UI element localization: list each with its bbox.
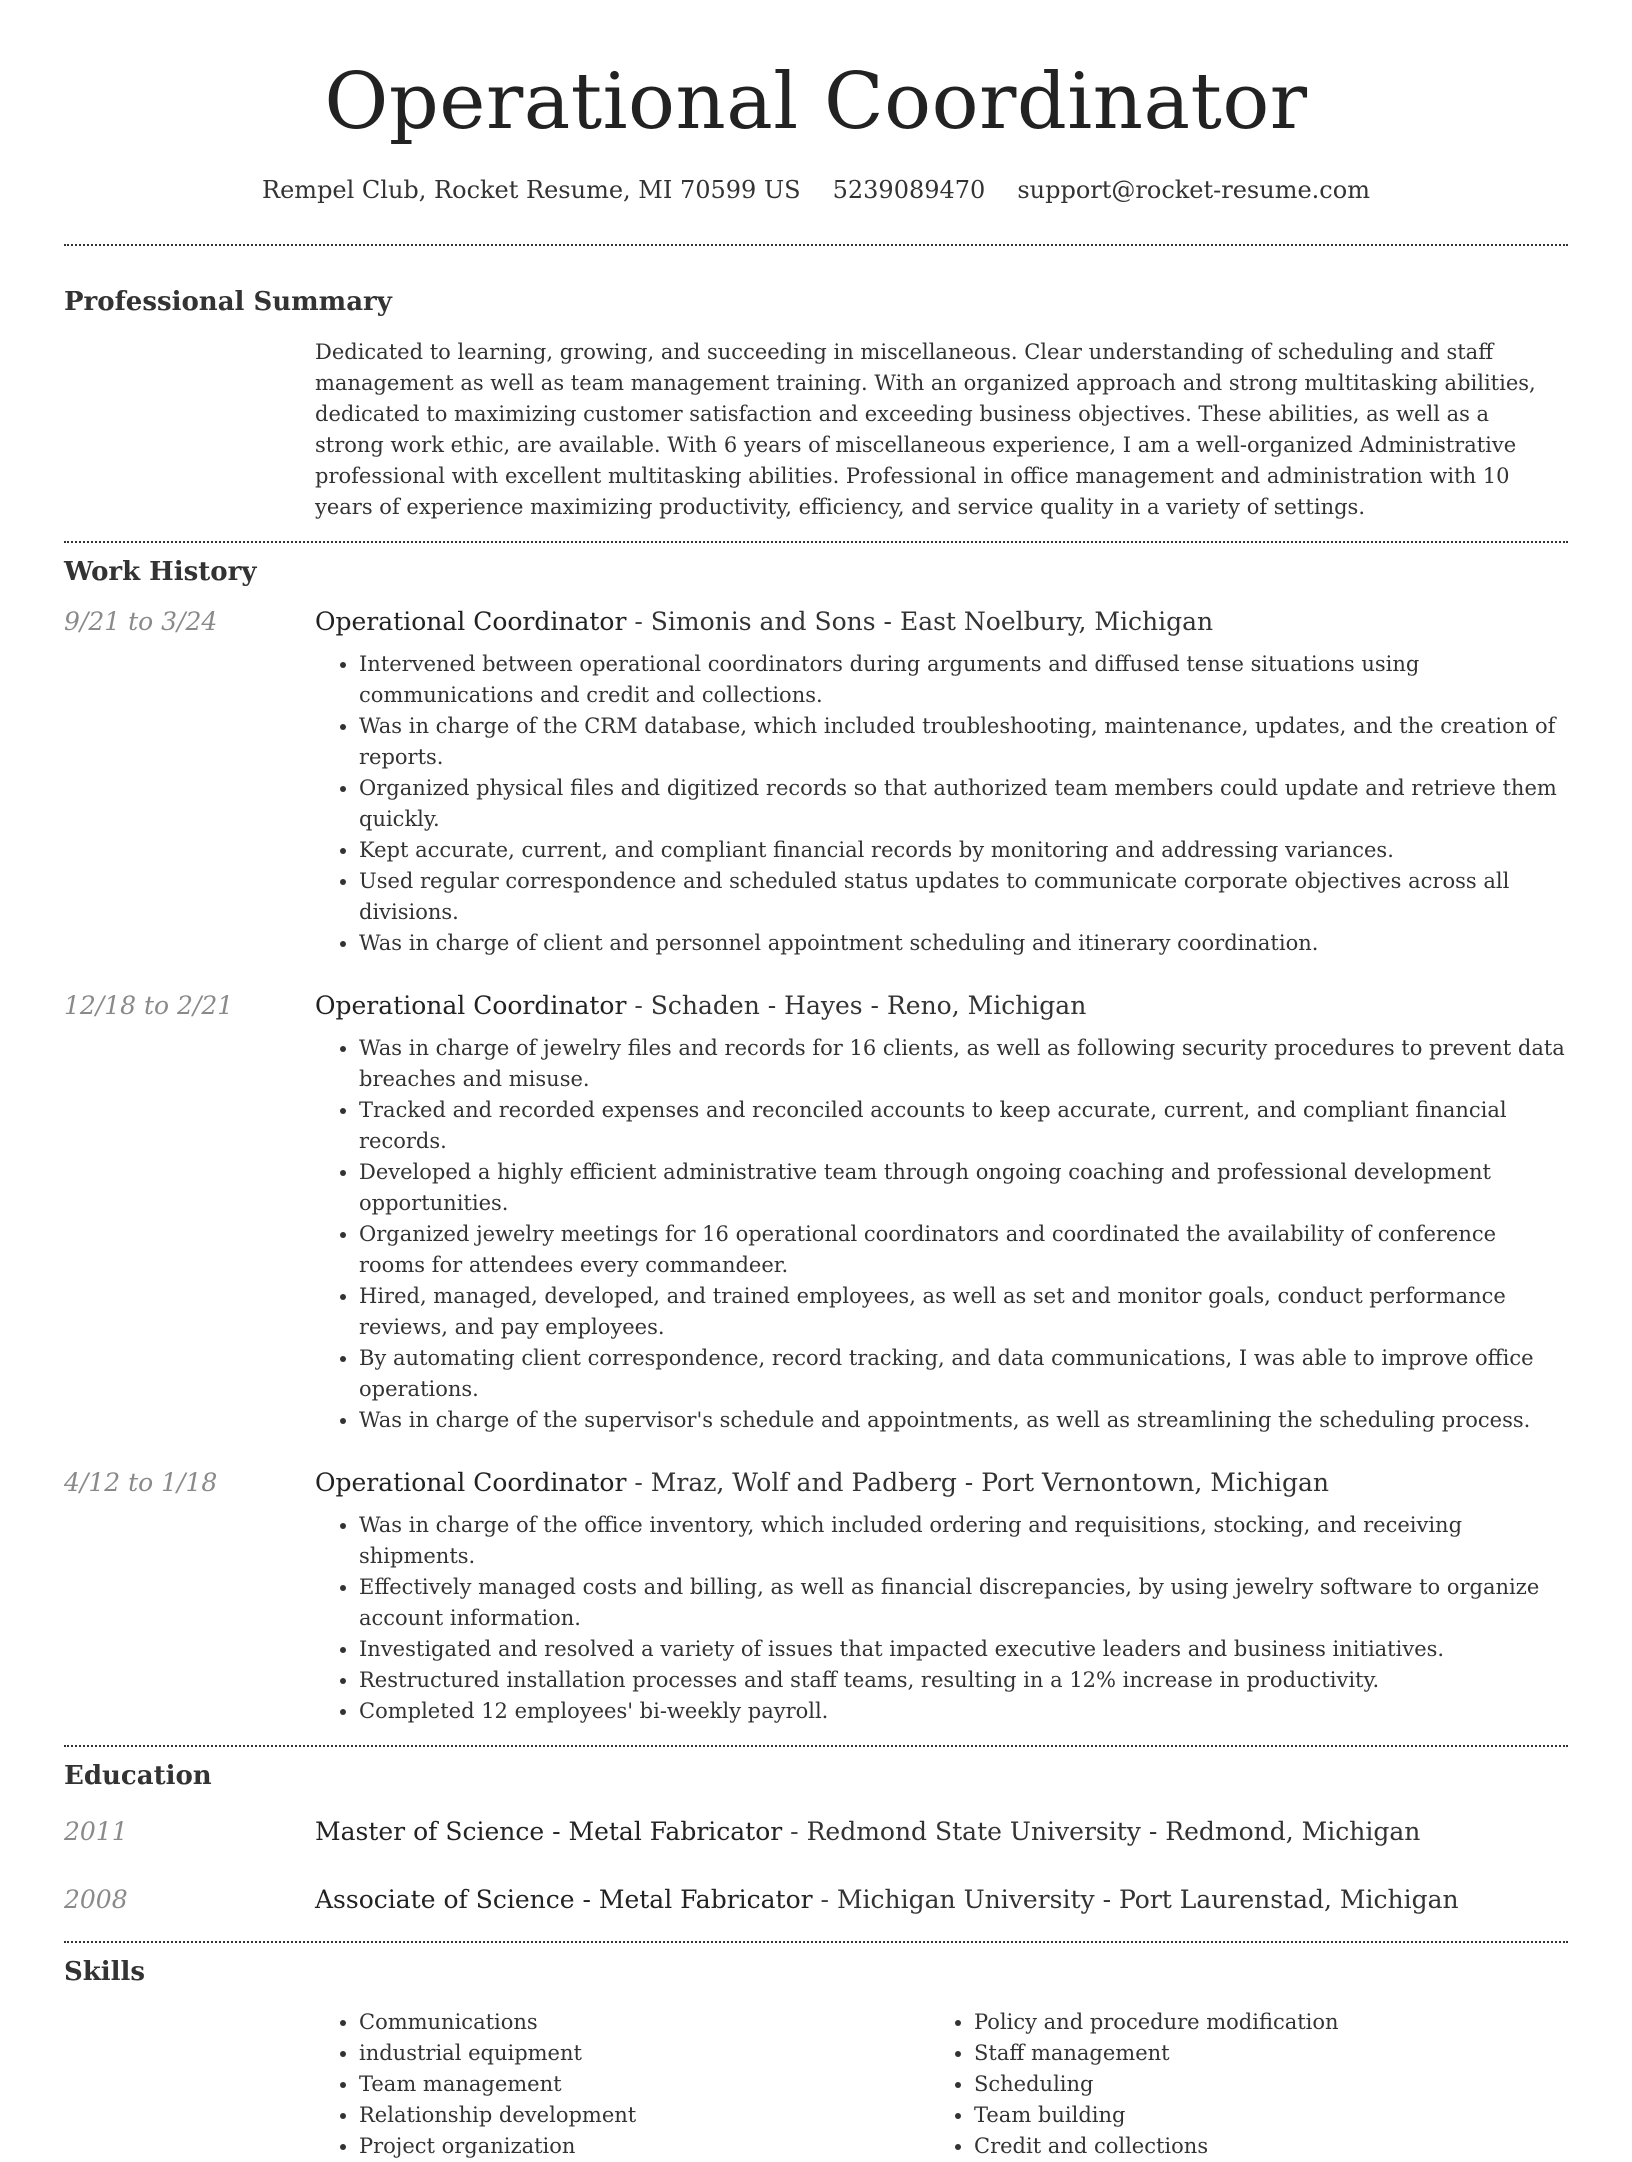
job-org: Simonis and Sons - East Noelbury, Michigan [650, 607, 1214, 636]
job-bullets [315, 1510, 1568, 1727]
education-year: 2011 [64, 1817, 128, 1846]
education-heading: Master of Science - Metal Fabricator - Redmond State University - Redmond, Michigan [315, 1817, 1421, 1846]
job-entry [64, 1466, 1568, 1727]
candidate-name: Operational Coordinator [324, 57, 1308, 147]
job-bullet: • By automating client correspondence, record tracking, and data communications, I was able to improve office operations. [359, 1343, 1568, 1405]
summary-section-title: Professional Summary [64, 287, 392, 317]
job-bullet: • Was in charge of the office inventory, which included ordering and requisitions, stocking, and receiving shipments. [359, 1510, 1568, 1572]
skills-list-right [930, 2007, 1545, 2162]
summary-text: Dedicated to learning, growing, and succeeding in miscellaneous. Clear understanding of scheduling and staff management as well as team management training. With an organized approach and strong multitasking abilities, dedicated to maximizing customer satisfaction and exceeding business objectives. These abilities, as well as a strong work ethic, are available. With 6 years of miscellaneous experience, I am a well-organized Administrative professional with excellent multitasking abilities. Professional in office management and administration with 10 years of experience maximizing productivity, efficiency, and service quality in a variety of settings. [315, 340, 1536, 519]
job-heading: Operational Coordinator - Simonis and Sons - East Noelbury, Michigan [315, 607, 1214, 636]
skill-item: • Team management [359, 2069, 930, 2100]
education-school: Michigan University - Port Laurenstad, Michigan [836, 1885, 1459, 1914]
job-dates: 9/21 to 3/24 [64, 607, 218, 636]
job-bullet: • Organized jewelry meetings for 16 operational coordinators and coordinated the availability of conference rooms for attendees every commandeer. [359, 1219, 1568, 1281]
contact-email: support@rocket-resume.com [1017, 176, 1370, 204]
job-bullets [315, 649, 1568, 959]
education-year: 2008 [64, 1885, 128, 1914]
education-degree: Master of Science - Metal Fabricator [315, 1817, 783, 1846]
education-section-title: Education [64, 1761, 212, 1791]
skills-list-left [315, 2007, 930, 2162]
job-heading: Operational Coordinator - Mraz, Wolf and Padberg - Port Vernontown, Michigan [315, 1468, 1329, 1497]
skills-columns [315, 2007, 1568, 2162]
job-bullet: • Was in charge of client and personnel appointment scheduling and itinerary coordination. [359, 928, 1568, 959]
contact-line [64, 174, 1568, 206]
job-bullet: • Effectively managed costs and billing, as well as financial discrepancies, by using jewelry software to organize account information. [359, 1572, 1568, 1634]
job-bullet: • Completed 12 employees' bi-weekly payroll. [359, 1696, 1568, 1727]
job-bullet: • Hired, managed, developed, and trained employees, as well as set and monitor goals, conduct performance reviews, and pay employees. [359, 1281, 1568, 1343]
section-divider [64, 541, 1568, 543]
contact-phone: 5239089470 [832, 176, 986, 204]
job-dates: 4/12 to 1/18 [64, 1468, 218, 1497]
education-entry [64, 1883, 1568, 1917]
job-bullet: • Investigated and resolved a variety of issues that impacted executive leaders and business initiatives. [359, 1634, 1568, 1665]
job-org: Schaden - Hayes - Reno, Michigan [650, 991, 1087, 1020]
job-role: Operational Coordinator [315, 1468, 627, 1497]
job-role: Operational Coordinator [315, 991, 627, 1020]
job-bullet: • Was in charge of jewelry files and records for 16 clients, as well as following security procedures to prevent data breaches and misuse. [359, 1033, 1568, 1095]
skill-item: • Staff management [974, 2038, 1545, 2069]
job-dates: 12/18 to 2/21 [64, 991, 234, 1020]
education-school: Redmond State University - Redmond, Michigan [806, 1817, 1421, 1846]
education-entry [64, 1815, 1568, 1849]
education-degree: Associate of Science - Metal Fabricator [315, 1885, 813, 1914]
skill-item: • Credit and collections [974, 2131, 1545, 2162]
job-bullet: • Tracked and recorded expenses and reconciled accounts to keep accurate, current, and compliant financial records. [359, 1095, 1568, 1157]
job-bullet: • Intervened between operational coordinators during arguments and diffused tense situations using communications and credit and collections. [359, 649, 1568, 711]
job-entry [64, 989, 1568, 1436]
job-org: Mraz, Wolf and Padberg - Port Vernontown, Michigan [650, 1468, 1329, 1497]
work-section-title: Work History [64, 557, 257, 587]
section-divider [64, 1941, 1568, 1943]
section-divider [64, 244, 1568, 246]
job-heading: Operational Coordinator - Schaden - Hayes - Reno, Michigan [315, 991, 1087, 1020]
education-heading: Associate of Science - Metal Fabricator - Michigan University - Port Laurenstad, Michigan [315, 1885, 1459, 1914]
job-role: Operational Coordinator [315, 607, 627, 636]
job-bullet: • Organized physical files and digitized records so that authorized team members could update and retrieve them quickly. [359, 773, 1568, 835]
job-bullet: • Kept accurate, current, and compliant financial records by monitoring and addressing variances. [359, 835, 1568, 866]
job-bullet: • Restructured installation processes and staff teams, resulting in a 12% increase in productivity. [359, 1665, 1568, 1696]
job-bullet: • Was in charge of the supervisor's schedule and appointments, as well as streamlining the scheduling process. [359, 1405, 1568, 1436]
contact-address: Rempel Club, Rocket Resume, MI 70599 US [262, 176, 801, 204]
skill-item: • Policy and procedure modification [974, 2007, 1545, 2038]
job-entry [64, 605, 1568, 959]
job-bullet: • Used regular correspondence and scheduled status updates to communicate corporate objectives across all divisions. [359, 866, 1568, 928]
skill-item: • Communications [359, 2007, 930, 2038]
skill-item: • Team building [974, 2100, 1545, 2131]
skill-item: • industrial equipment [359, 2038, 930, 2069]
section-divider [64, 1745, 1568, 1747]
job-bullet: • Was in charge of the CRM database, which included troubleshooting, maintenance, updates, and the creation of reports. [359, 711, 1568, 773]
job-bullets [315, 1033, 1568, 1436]
job-bullet: • Developed a highly efficient administrative team through ongoing coaching and professional development opportunities. [359, 1157, 1568, 1219]
skill-item: • Relationship development [359, 2100, 930, 2131]
skill-item: • Scheduling [974, 2069, 1545, 2100]
skill-item: • Project organization [359, 2131, 930, 2162]
skills-section-title: Skills [64, 1957, 146, 1987]
